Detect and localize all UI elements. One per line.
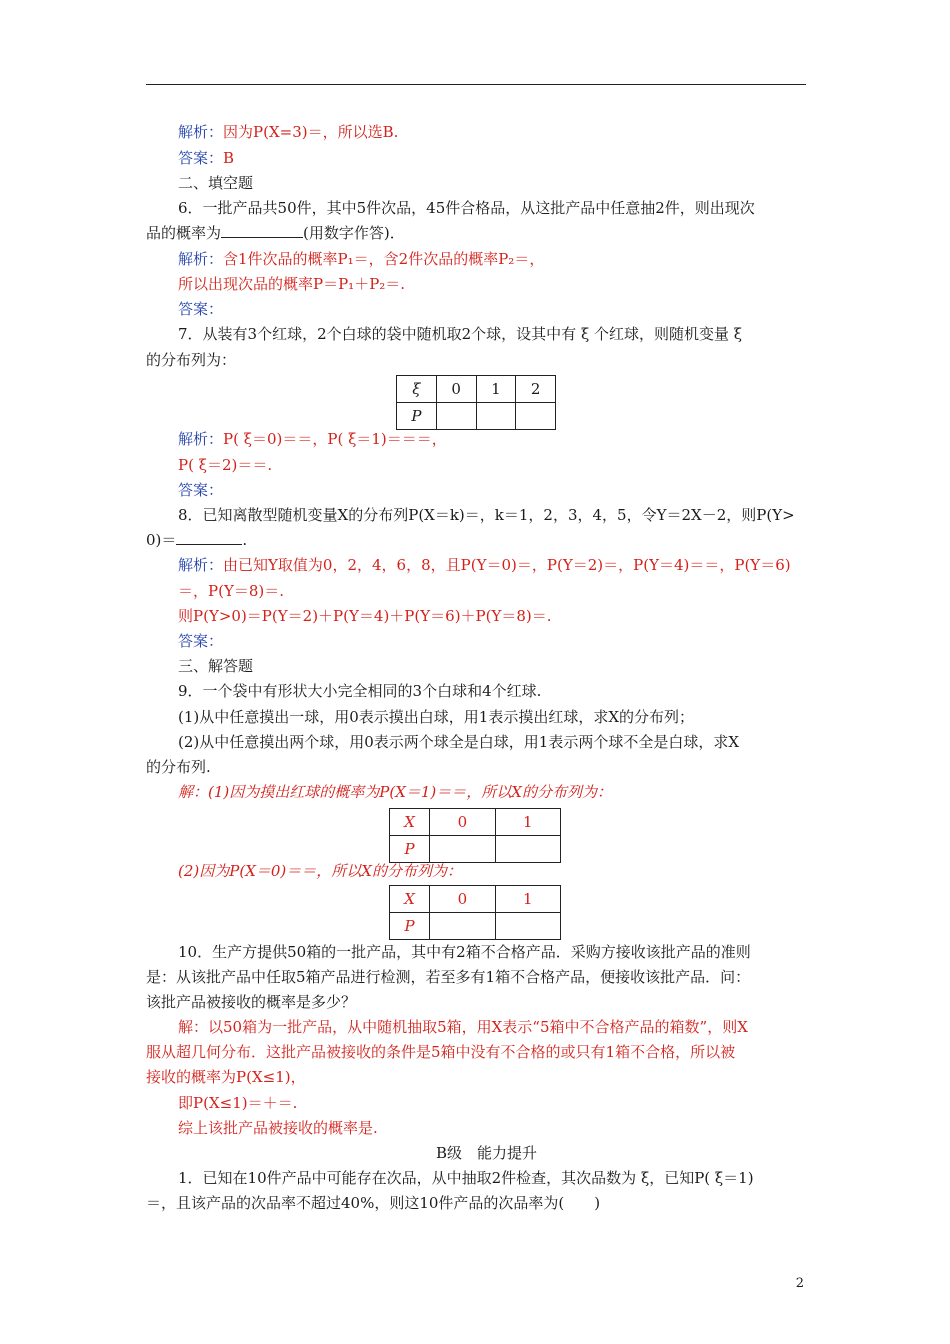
q6-answer-label: 答案：	[178, 300, 224, 318]
table-cell	[516, 403, 556, 430]
q8-line1: 8．已知离散型随机变量X的分布列P(X＝k)＝，k＝1，2，3，4，5，令Y＝2X－2，则P(Y>	[178, 506, 795, 524]
table-cell	[430, 913, 495, 940]
q9-line4: 的分布列.	[146, 758, 211, 776]
q7-analysis-line2: P( ξ＝2)＝＝.	[178, 456, 273, 474]
q8-analysis-line2: ＝，P(Y＝8)＝.	[178, 582, 285, 600]
answer-blank	[176, 530, 242, 545]
table-cell	[495, 836, 560, 863]
q9-distribution-table-1	[389, 808, 561, 863]
q7-answer-label: 答案：	[178, 481, 224, 499]
q9-line3: (2)从中任意摸出两个球，用0表示两个球全是白球，用1表示两个球不全是白球，求X	[178, 733, 740, 751]
page-number: 2	[795, 1276, 804, 1291]
answer-value: B	[223, 149, 235, 167]
table-cell: P	[390, 836, 430, 863]
b1-line1: 1．已知在10件产品中可能存在次品，从中抽取2件检查，其次品数为 ξ，已知P( ξ＝1)	[178, 1169, 754, 1187]
analysis-label: 解析：	[178, 556, 224, 574]
q10-solution-line5: 综上该批产品被接收的概率是.	[178, 1119, 378, 1137]
q10-line1: 10．生产方提供50箱的一批产品，其中有2箱不合格产品．采购方接收该批产品的准则	[178, 943, 751, 961]
q8-analysis-line3: 则P(Y>0)＝P(Y＝2)＋P(Y＝4)＋P(Y＝6)＋P(Y＝8)＝.	[178, 607, 552, 625]
table-cell: ξ	[397, 376, 437, 403]
analysis-text: 因为P(X=3)＝，所以选B.	[223, 123, 399, 141]
table-cell: 1	[495, 886, 560, 913]
table-cell	[495, 913, 560, 940]
table-row	[390, 913, 561, 940]
q9-solution-line2: (2)因为P(X＝0)＝＝，所以X的分布列为：	[178, 862, 462, 880]
table-cell: 0	[430, 886, 495, 913]
q8-answer-label: 答案：	[178, 632, 224, 650]
analysis-label: 解析：	[178, 250, 224, 268]
analysis-label: 解析：	[178, 123, 224, 141]
answer-label: 答案：	[178, 149, 224, 167]
q7-line2: 的分布列为：	[146, 351, 237, 369]
q10-solution-line1: 解：以50箱为一批产品，从中随机抽取5箱，用X表示“5箱中不合格产品的箱数”，则X	[178, 1018, 748, 1036]
q7-analysis-line1: 解析：P( ξ＝0)＝＝，P( ξ＝1)＝＝＝，	[178, 430, 447, 448]
table-header-row	[390, 809, 561, 836]
q9-line2: (1)从中任意摸出一球，用0表示摸出白球，用1表示摸出红球，求X的分布列；	[178, 708, 695, 726]
b1-line2: ＝，且该产品的次品率不超过40%，则这10件产品的次品率为( )	[146, 1194, 601, 1212]
table-row	[397, 403, 556, 430]
table-cell	[436, 403, 476, 430]
table-cell: 1	[476, 376, 516, 403]
q6-analysis-line2: 所以出现次品的概率P＝P₁＋P₂＝.	[178, 275, 406, 293]
answer-blank	[221, 223, 303, 238]
table-cell	[476, 403, 516, 430]
table-cell	[430, 836, 495, 863]
q10-line2: 是：从该批产品中任取5箱产品进行检测，若至多有1箱不合格产品，便接收该批产品．问：	[146, 968, 751, 986]
q8-line2: 0)＝ .	[146, 531, 248, 549]
q9-line1: 9．一个袋中有形状大小完全相同的3个白球和4个红球.	[178, 682, 542, 700]
q6-line1: 6．一批产品共50件，其中5件次品，45件合格品，从这批产品中任意抽2件，则出现次	[178, 199, 755, 217]
q6-analysis-line1: 解析：含1件次品的概率P₁＝，含2件次品的概率P₂＝，	[178, 250, 545, 268]
q10-solution-line3: 接收的概率为P(X≤1)，	[146, 1068, 306, 1086]
table-cell: 0	[430, 809, 495, 836]
level-b-heading: B级 能力提升	[436, 1144, 538, 1162]
q6-line2: 品的概率为 (用数字作答)．	[146, 224, 405, 242]
header-rule	[146, 84, 806, 85]
q5-analysis	[178, 122, 398, 142]
table-cell: 2	[516, 376, 556, 403]
analysis-label: 解析：	[178, 430, 224, 448]
q10-solution-line2: 服从超几何分布．这批产品被接收的条件是5箱中没有不合格的或只有1箱不合格，所以被	[146, 1043, 736, 1061]
q7-distribution-table	[396, 375, 556, 430]
section-heading-fill-in: 二、填空题	[178, 174, 254, 192]
q7-line1: 7．从装有3个红球，2个白球的袋中随机取2个球，设其中有 ξ 个红球，则随机变量 ξ	[178, 325, 743, 343]
table-header-row	[390, 886, 561, 913]
table-cell: P	[390, 913, 430, 940]
q9-solution-line1: 解：(1)因为摸出红球的概率为P(X＝1)＝＝，所以X的分布列为：	[178, 783, 612, 801]
table-header-row	[397, 376, 556, 403]
table-cell: P	[397, 403, 437, 430]
section-heading-solve: 三、解答题	[178, 657, 254, 675]
table-cell: 0	[436, 376, 476, 403]
q5-answer	[178, 148, 234, 168]
q8-analysis-line1: 解析：由已知Y取值为0，2，4，6，8，且P(Y＝0)＝，P(Y＝2)＝，P(Y＝4)＝＝，P(Y＝6)	[178, 556, 791, 574]
table-cell: 1	[495, 809, 560, 836]
table-row	[390, 836, 561, 863]
q9-distribution-table-2	[389, 885, 561, 940]
q10-solution-line4: 即P(X≤1)＝＋＝.	[178, 1094, 298, 1112]
q10-line3: 该批产品被接收的概率是多少？	[146, 993, 357, 1011]
table-cell: X	[390, 809, 430, 836]
table-cell: X	[390, 886, 430, 913]
